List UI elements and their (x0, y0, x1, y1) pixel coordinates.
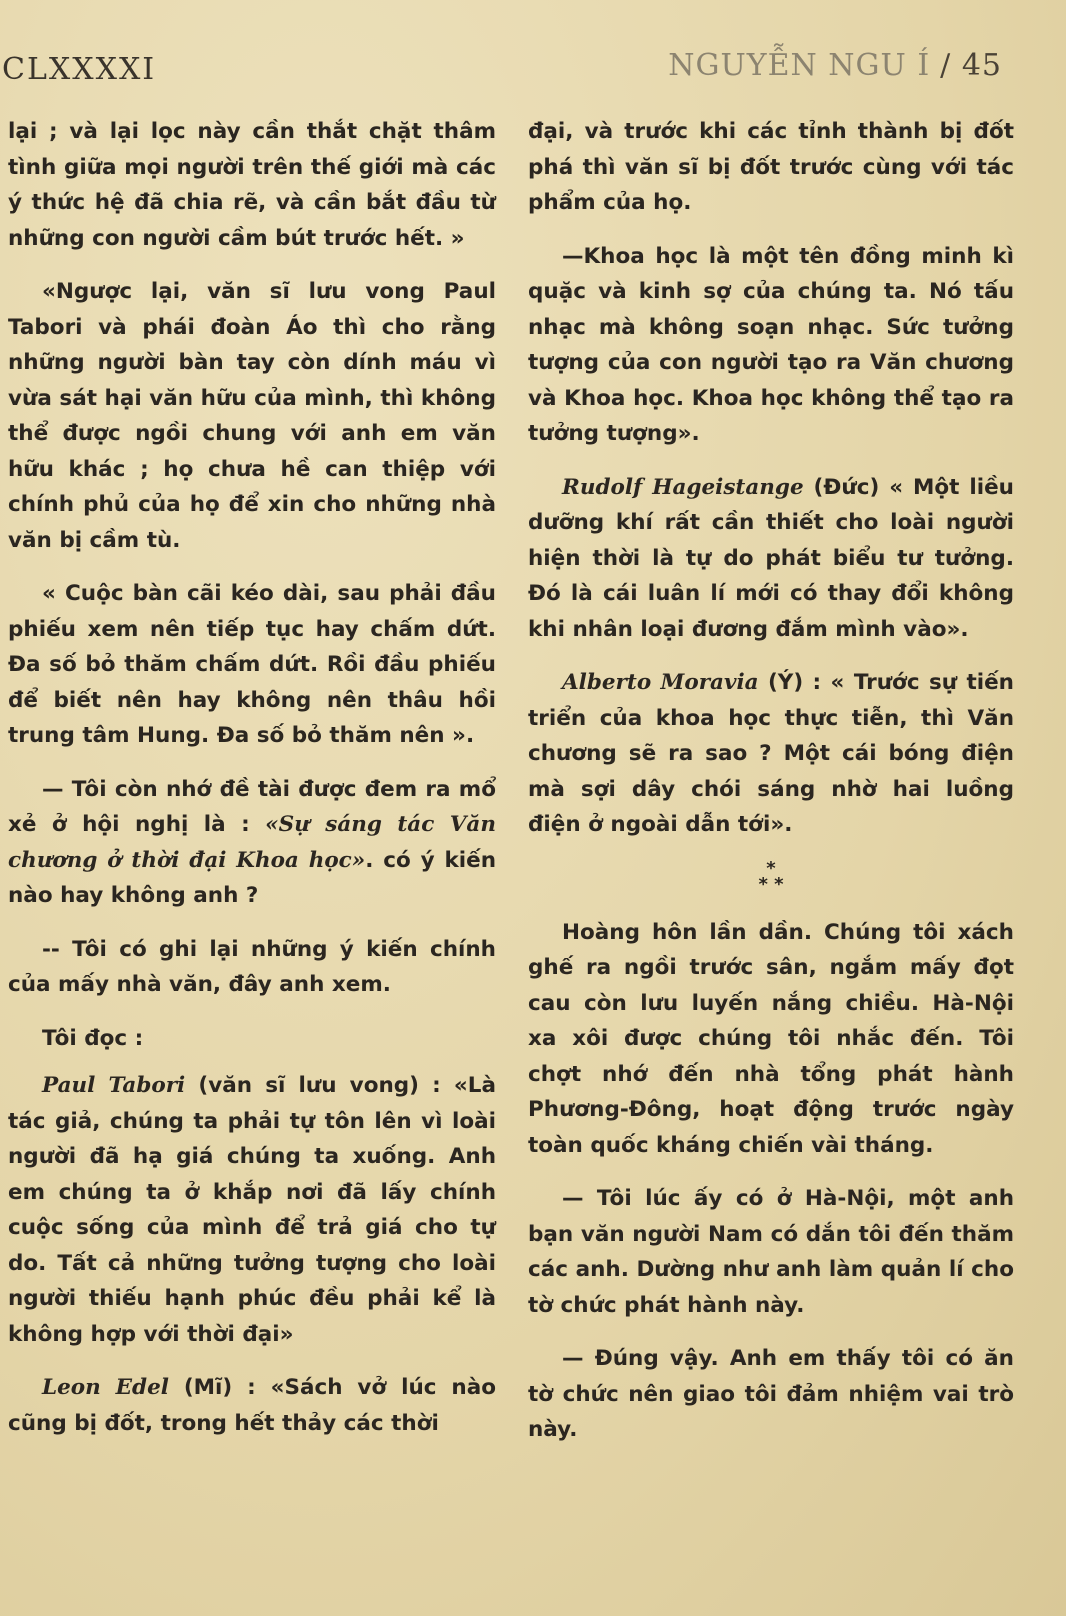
paragraph: lại ; và lại lọc này cần thắt chặt thâm tình giữa mọi người trên thế giới mà các ý thức hệ đã chia rẽ, và cần bắt đầu từ những con người cầm bút trước hết. » (8, 119, 496, 251)
paragraph: — Đúng vậy. Anh em thấy tôi có ăn tờ chức nên giao tôi đảm nhiệm vai trò này. (528, 1346, 1014, 1442)
text-run: (Ý) : « Trước sự tiến triển của khoa học thực tiễn, thì Văn chương sẽ ra sao ? Một cái bóng điện mà sợi dây chói sáng nhờ hai luồng điện ở ngoài dẫn tới». (528, 670, 1014, 837)
text-run: (văn sĩ lưu vong) : «Là tác giả, chúng ta phải tự tôn lên vì loài người đã hạ giá chúng ta xuống. Anh em chúng ta ở khắp nơi đã lấy chính cuộc sống của mình để trả giá cho tự do. Tất cả những tưởng tượng cho loài người thiếu hạnh phúc đều phải kể là không hợp với thời đại» (8, 1073, 497, 1347)
page-number: / 45 (940, 48, 1002, 83)
paragraph: đại, và trước khi các tỉnh thành bị đốt phá thì văn sĩ bị đốt trước cùng với tác phẩm của họ. (528, 119, 1014, 215)
running-header (668, 48, 1002, 83)
topic-title: «Sự sáng tác Văn chương ở thời đại Khoa học» (8, 812, 496, 873)
paragraph: Hoàng hôn lần dần. Chúng tôi xách ghế ra ngồi trước sân, ngắm mấy đọt cau còn lưu luyến nắng chiều. Hà-Nội xa xôi được chúng tôi nhắc đến. Tôi chợt nhớ đến nhà tổng phát hành Phương-Đông, hoạt động trước ngày toàn quốc kháng chiến vài tháng. (528, 919, 1014, 1158)
paragraph (528, 470, 1014, 648)
text-run: . có ý kiến nào hay không anh ? (8, 847, 496, 908)
author-name: Rudolf Hageistange (562, 474, 804, 500)
paragraph: -- Tôi có ghi lại những ý kiến chính của mấy nhà văn, đây anh xem. (8, 936, 496, 997)
text-run: (Đức) « Một liều dưỡng khí rất cần thiết cho loài người hiện thời là tự do phát biểu tư tưởng. Đó là cái luân lí mới có thay đổi không khi nhân loại đương đắm mình vào». (528, 474, 1014, 642)
paragraph (8, 1068, 496, 1352)
right-column (528, 114, 1014, 1466)
author-name: Alberto Moravia (562, 670, 759, 695)
paragraph (8, 772, 496, 914)
text-run: — Tôi còn nhớ đề tài được đem ra mổ xẻ ở hội nghị là : (8, 776, 496, 837)
paragraph: — Tôi lúc ấy có ở Hà-Nội, một anh bạn văn người Nam có dắn tôi đến thăm các anh. Dường như anh làm quản lí cho tờ chức phát hành này. (528, 1186, 1014, 1318)
paragraph: Tôi đọc : (42, 1025, 144, 1051)
paragraph: « Cuộc bàn cãi kéo dài, sau phải đầu phiếu xem nên tiếp tục hay chấm dứt. Đa số bỏ thăm chấm dứt. Rồi đầu phiếu để biết nên hay không nên thâu hồi trung tâm Hung. Đa số bỏ thăm nên ». (8, 581, 496, 748)
author-name: Paul Tabori (42, 1073, 186, 1098)
paragraph: —Khoa học là một tên đồng minh kì quặc và kinh sợ của chúng ta. Nó tấu nhạc mà không soạn nhạc. Sức tưởng tượng của con người tạo ra Văn chương và Khoa học. Khoa học không thể tạo ra tưởng tượng». (528, 243, 1014, 446)
section-divider: * * * (758, 857, 784, 895)
chapter-number: CLXXXXI (2, 52, 157, 87)
paragraph (528, 665, 1014, 843)
author-name: Leon Edel (42, 1375, 169, 1400)
paragraph (8, 1370, 496, 1441)
left-column (8, 114, 496, 1459)
paragraph: «Ngược lại, văn sĩ lưu vong Paul Tabori và phái đoàn Áo thì cho rằng những người bàn tay còn dính máu vì vừa sát hại văn hữu của mình, thì không thể được ngồi chung với anh em văn hữu khác ; họ chưa hề can thiệp với chính phủ của họ để xin cho những nhà văn bị cầm tù. (8, 279, 496, 553)
author-name: NGUYỄN NGU Í (668, 48, 931, 83)
text-run: (Mĩ) : «Sách vở lúc nào cũng bị đốt, trong hết thảy các thời (8, 1375, 496, 1436)
